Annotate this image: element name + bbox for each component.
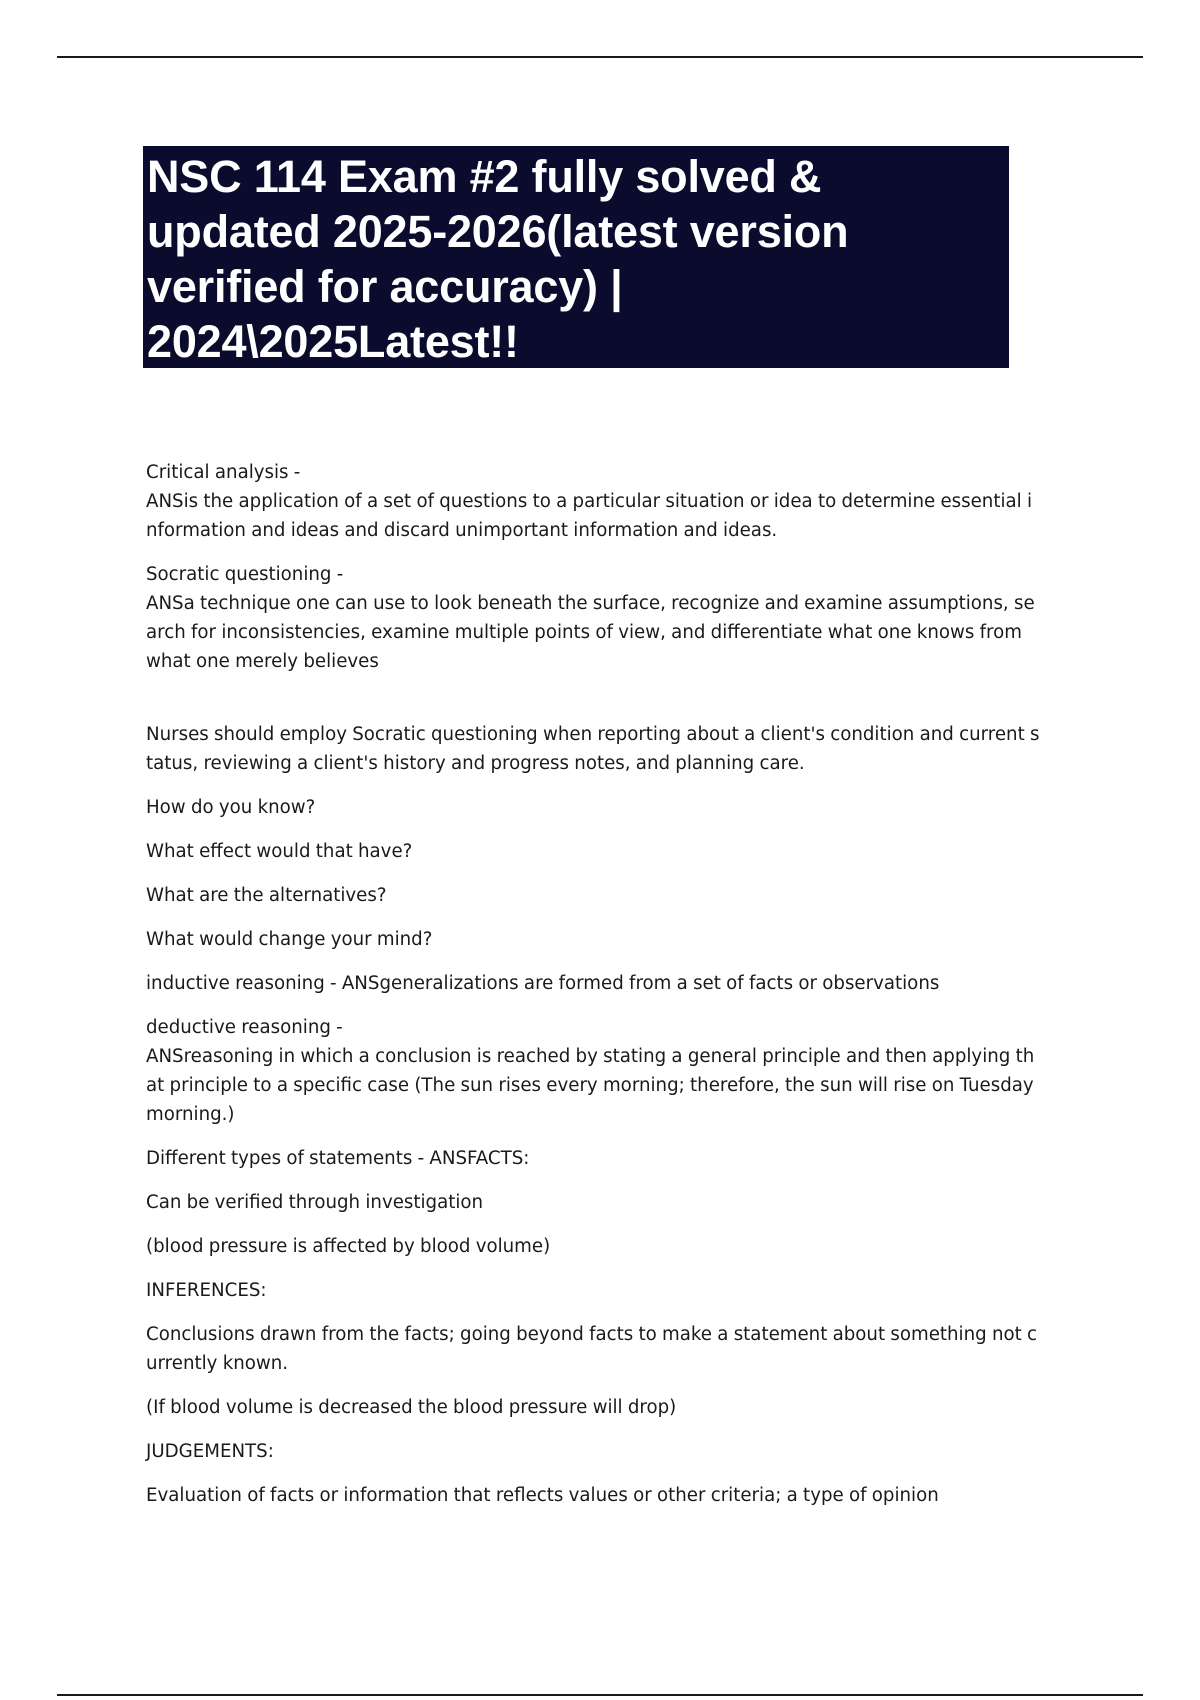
paragraph-inferences-heading: INFERENCES: [146, 1280, 267, 1301]
paragraph-inferences-example: (If blood volume is decreased the blood pressure will drop) [146, 1397, 677, 1418]
document-body [146, 458, 1066, 1510]
paragraph-facts-verified: Can be verified through investigation [146, 1192, 484, 1213]
paragraph-question-effect: What effect would that have? [146, 841, 413, 862]
paragraph-question-how: How do you know? [146, 797, 316, 818]
paragraph-judgements-definition: Evaluation of facts or information that reflects values or other criteria; a type of opinion [146, 1485, 939, 1506]
paragraph-inductive-reasoning: inductive reasoning - ANSgeneralizations are formed from a set of facts or observations [146, 973, 940, 994]
footer-rule [57, 1694, 1143, 1696]
paragraph-deductive-reasoning: deductive reasoning - ANSreasoning in which a conclusion is reached by stating a general principle and then applying th at principle to a specific case (The sun rises every morning; therefore, the sun will rise on Tuesday morning.) [146, 1017, 1035, 1125]
paragraph-question-alternatives: What are the alternatives? [146, 885, 387, 906]
document-title: NSC 114 Exam #2 fully solved & updated 2025-2026(latest version verified for accuracy) | 2024\2025Latest!! [147, 151, 849, 367]
paragraph-critical-analysis: Critical analysis - ANSis the application of a set of questions to a particular situation or idea to determine essential i nformation and ideas and discard unimportant information and ideas. [146, 462, 1033, 541]
paragraph-facts-example: (blood pressure is affected by blood volume) [146, 1236, 551, 1257]
paragraph-socratic-questioning: Socratic questioning - ANSa technique one can use to look beneath the surface, recognize and examine assumptions, se arch for inconsistencies, examine multiple points of view, and differentiate what one knows from what one merely believes [146, 564, 1035, 672]
paragraph-inferences-definition: Conclusions drawn from the facts; going beyond facts to make a statement about something not c urrently known. [146, 1324, 1038, 1374]
paragraph-statement-types: Different types of statements - ANSFACTS: [146, 1148, 530, 1169]
title-banner [143, 146, 1009, 368]
header-rule [57, 56, 1143, 58]
paragraph-judgements-heading: JUDGEMENTS: [146, 1441, 274, 1462]
paragraph-question-change: What would change your mind? [146, 929, 433, 950]
paragraph-nurses-socratic: Nurses should employ Socratic questioning when reporting about a client's condition and current s tatus, reviewing a client's history and progress notes, and planning care. [146, 724, 1040, 774]
